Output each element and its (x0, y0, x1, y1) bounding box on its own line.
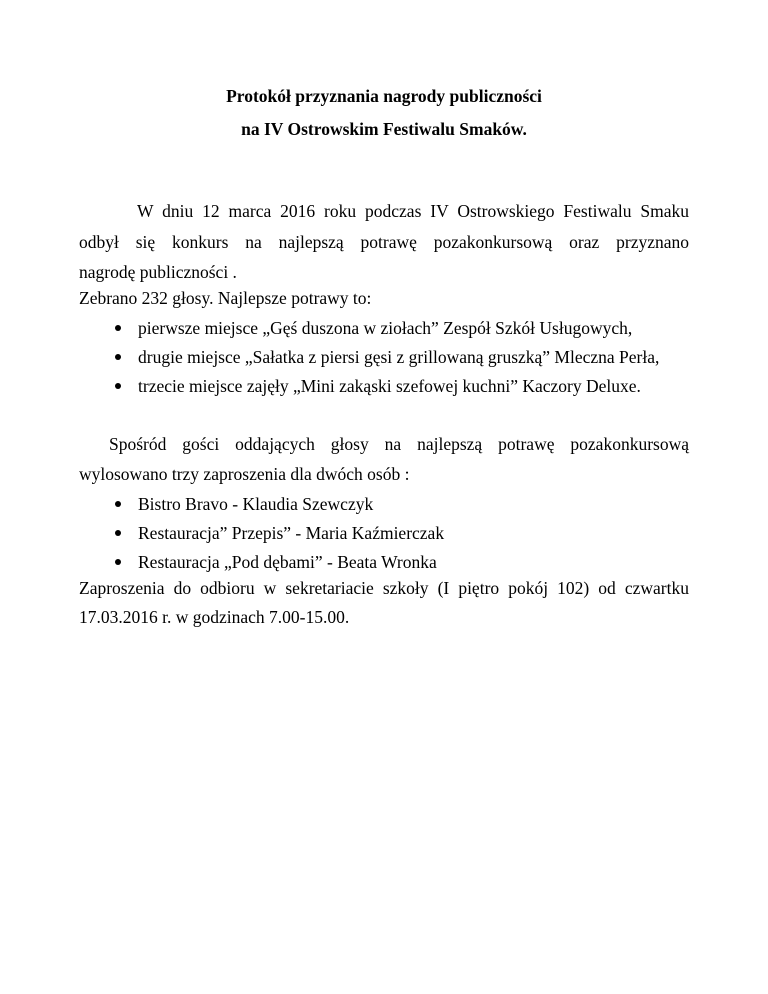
votes-line: Zebrano 232 głosy. Najlepsze potrawy to: (79, 288, 372, 308)
document-title-line1: Protokół przyznania nagrody publiczności (226, 86, 542, 106)
bullet-icon (115, 559, 121, 565)
winner-second: drugie miejsce „Sałatka z piersi gęsi z grillowaną gruszką” Mleczna Perła, (138, 347, 660, 367)
closing-line2: 17.03.2016 r. w godzinach 7.00-15.00. (79, 607, 350, 627)
bullet-icon (115, 354, 121, 360)
winner-third: trzecie miejsce zajęły „Mini zakąski szefowej kuchni” Kaczory Deluxe. (138, 376, 641, 396)
closing-line1: Zaproszenia do odbioru w sekretariacie szkoły (I piętro pokój 102) od czwartku (79, 578, 689, 598)
bullet-icon (115, 383, 121, 389)
paragraph1-line3: nagrodę publiczności . (79, 262, 237, 282)
invitation-third: Restauracja „Pod dębami” - Beata Wronka (138, 552, 437, 572)
paragraph1-line1: W dniu 12 marca 2016 roku podczas IV Ostrowskiego Festiwalu Smaku (137, 201, 689, 221)
invitation-first: Bistro Bravo - Klaudia Szewczyk (138, 494, 374, 514)
paragraph2-line1: Spośród gości oddających głosy na najlepszą potrawę pozakonkursową (109, 434, 689, 454)
bullet-icon (115, 530, 121, 536)
document-title-line2: na IV Ostrowskim Festiwalu Smaków. (241, 119, 527, 139)
bullet-icon (115, 501, 121, 507)
winner-first: pierwsze miejsce „Gęś duszona w ziołach” Zespół Szkół Usługowych, (138, 318, 633, 338)
paragraph1-line2: odbył się konkurs na najlepszą potrawę pozakonkursową oraz przyznano (79, 232, 689, 252)
paragraph2-line2: wylosowano trzy zaproszenia dla dwóch osób : (79, 464, 410, 484)
invitation-second: Restauracja” Przepis” - Maria Kaźmierczak (138, 523, 445, 543)
bullet-icon (115, 325, 121, 331)
